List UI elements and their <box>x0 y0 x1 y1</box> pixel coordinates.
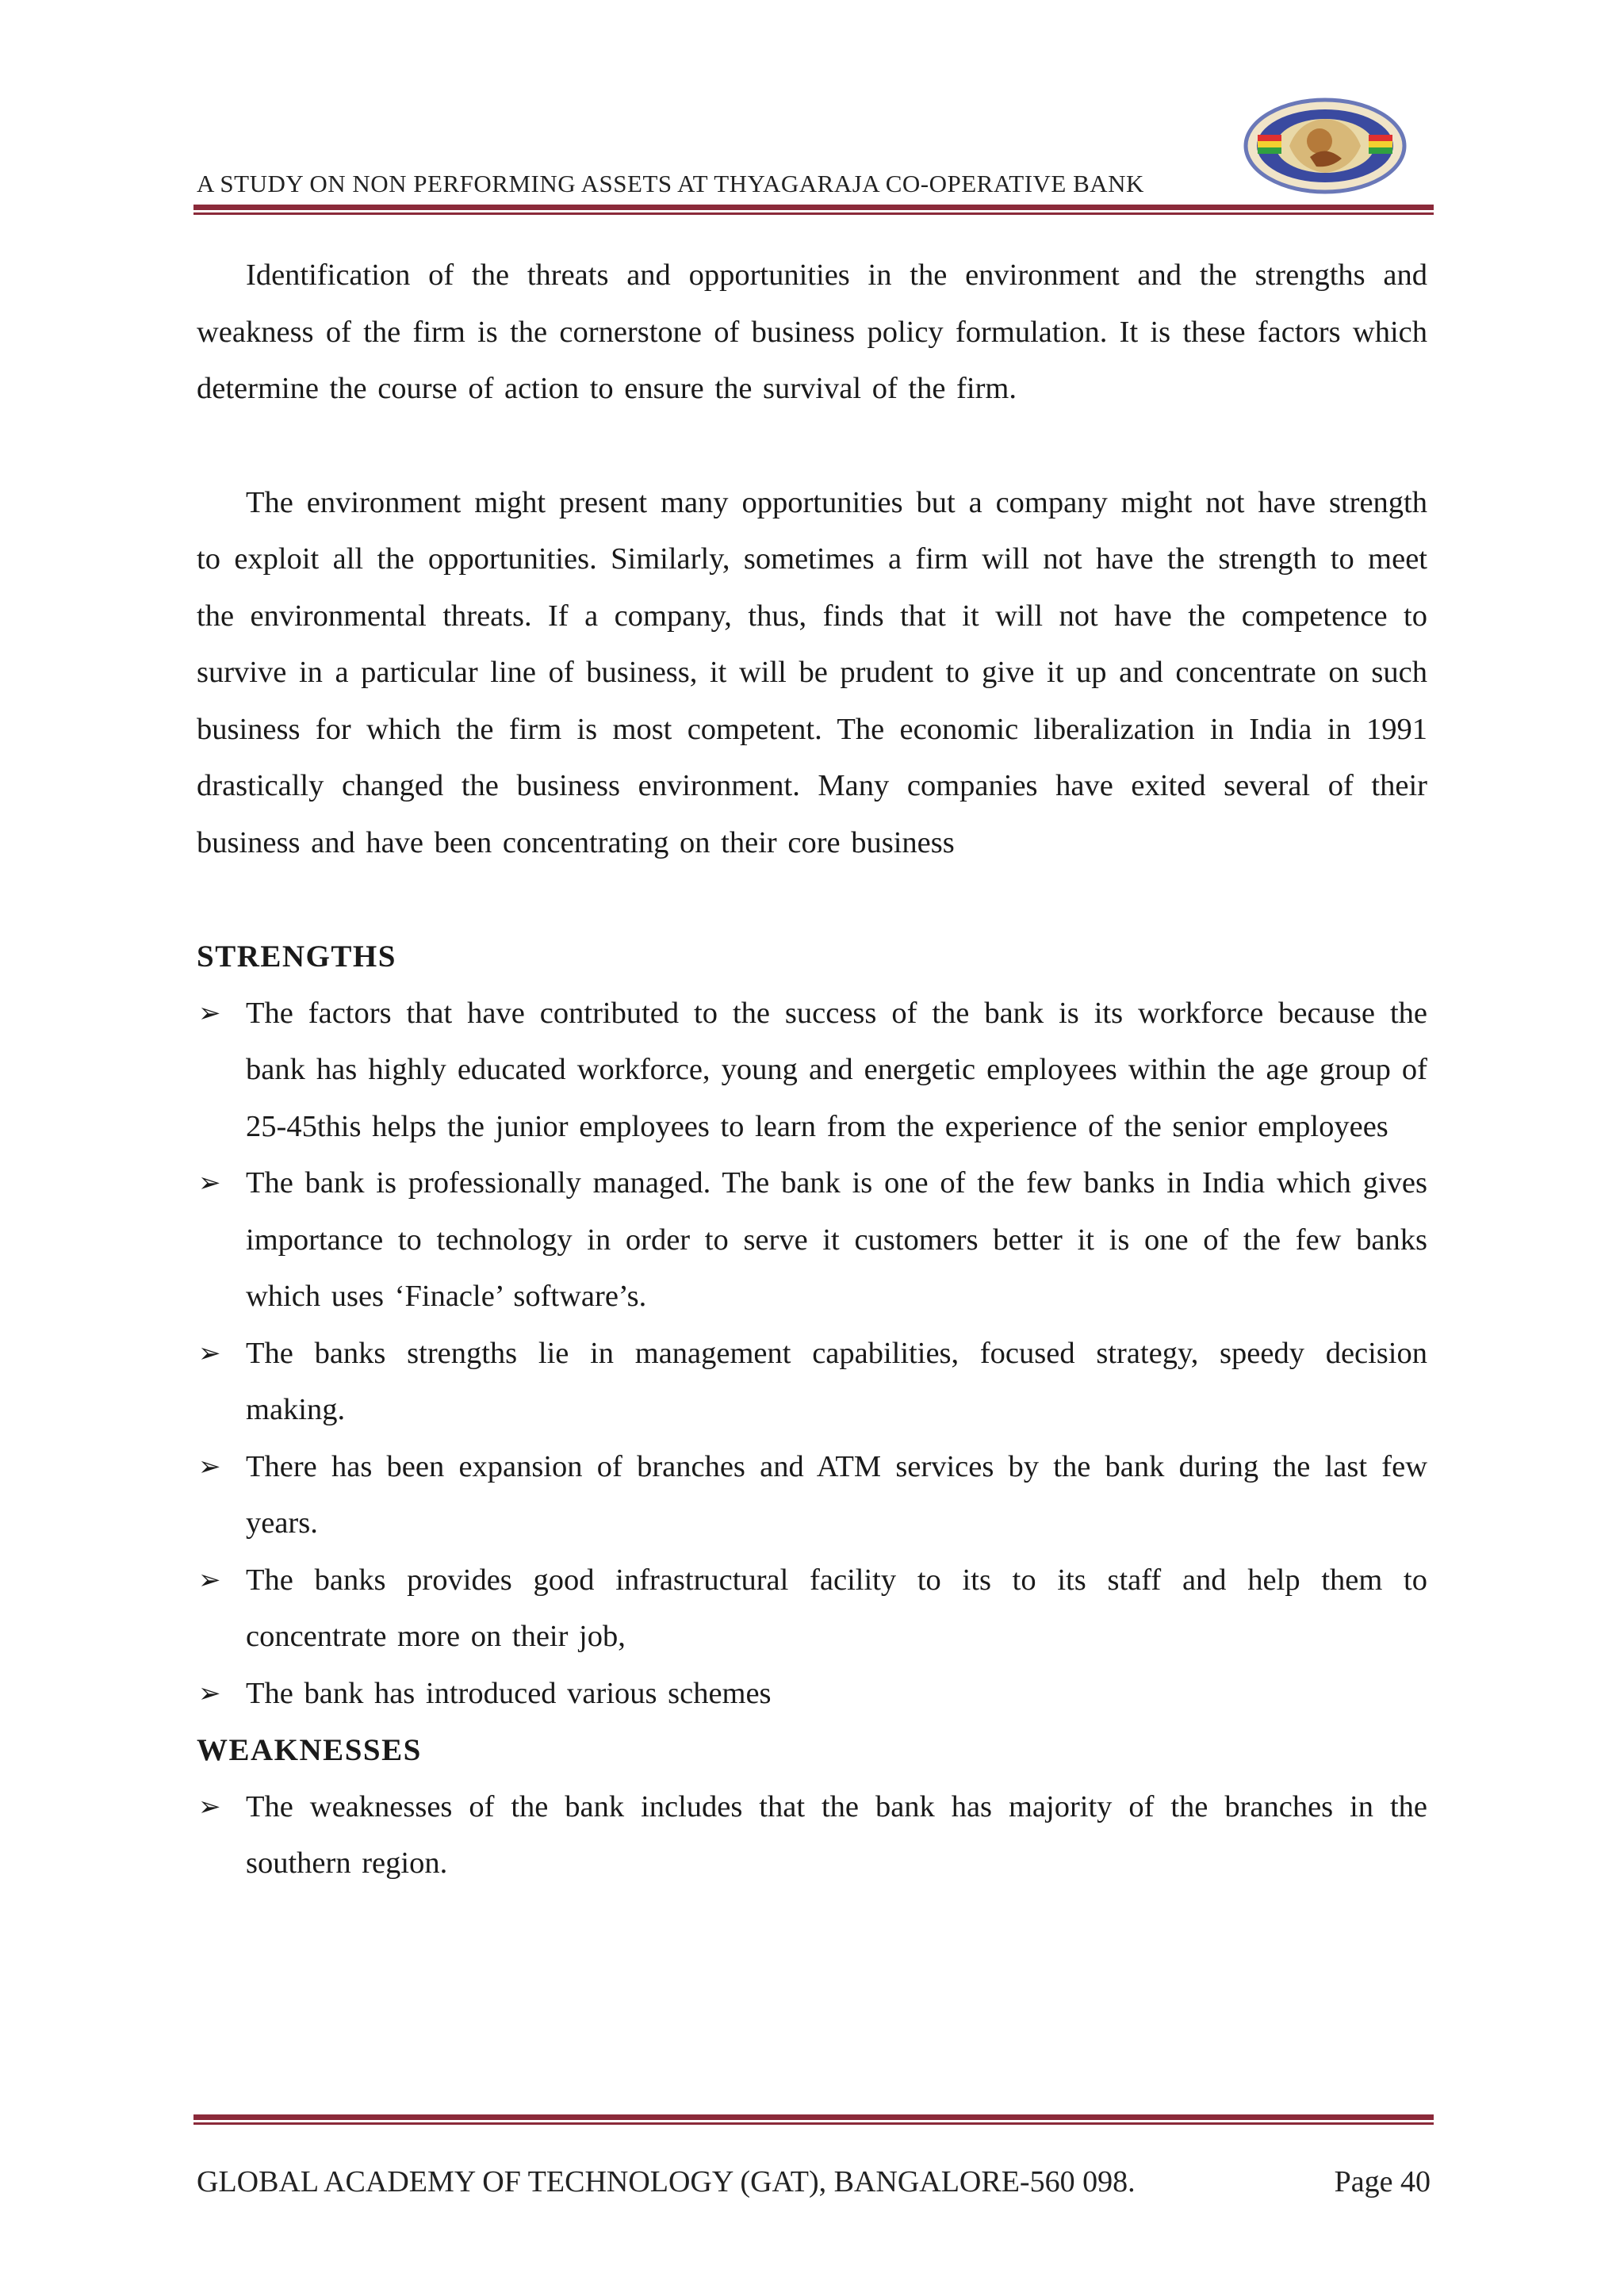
arrowhead-bullet-icon: ➢ <box>198 1790 221 1823</box>
arrowhead-bullet-icon: ➢ <box>198 1450 221 1483</box>
list-item-text: The weaknesses of the bank includes that the bank has majority of the branches in the southern region. <box>246 1789 1427 1880</box>
strengths-list <box>197 985 1427 1723</box>
page-number: Page 40 <box>1334 2165 1431 2198</box>
weaknesses-list <box>197 1779 1427 1892</box>
footer-institution: GLOBAL ACADEMY OF TECHNOLOGY (GAT), BANGALORE-560 098. <box>197 2165 1136 2198</box>
list-item-text: The factors that have contributed to the success of the bank is its workforce because the bank has highly educated workforce, young and energetic employees within the age group of 25-45this helps the junior employees to learn from the experience of the senior employees <box>246 996 1427 1143</box>
footer-rule <box>193 2114 1434 2120</box>
list-item <box>197 1155 1427 1326</box>
paragraph-2: The environment might present many opportunities but a company might not have strength to exploit all the opportunities. Similarly, sometimes a firm will not have the strength to meet the environmental threats. If a company, thus, finds that it will not have the competence to survive in a particular line of business, it will be prudent to give it up and concentrate on such business for which the firm is most competent. The economic liberalization in India in 1991 drastically changed the business environment. Many companies have exited several of their business and have been concentrating on their core business <box>197 485 1427 859</box>
list-item <box>197 1666 1427 1723</box>
strengths-heading: STRENGTHS <box>197 939 396 974</box>
list-item-text: The bank has introduced various schemes <box>246 1676 772 1710</box>
arrowhead-bullet-icon: ➢ <box>198 1337 221 1369</box>
footer-rule-thin <box>193 2122 1434 2125</box>
list-item <box>197 1439 1427 1552</box>
weaknesses-heading: WEAKNESSES <box>197 1733 422 1767</box>
header-rule-thin <box>193 212 1434 215</box>
list-item <box>197 985 1427 1156</box>
arrowhead-bullet-icon: ➢ <box>198 997 221 1029</box>
list-item <box>197 1552 1427 1666</box>
main-content <box>197 247 1427 1892</box>
list-item <box>197 1326 1427 1439</box>
paragraph-1: Identification of the threats and opportunities in the environment and the strengths and weakness of the firm is the cornerstone of business policy formulation. It is these factors which determine the course of action to ensure the survival of the firm. <box>197 258 1427 405</box>
list-item-text: There has been expansion of branches and ATM services by the bank during the last few years. <box>246 1449 1427 1540</box>
arrowhead-bullet-icon: ➢ <box>198 1167 221 1199</box>
arrowhead-bullet-icon: ➢ <box>198 1677 221 1709</box>
bank-seal-logo <box>1243 97 1407 195</box>
list-item-text: The banks provides good infrastructural facility to its to its staff and help them to concentrate more on their job, <box>246 1563 1427 1653</box>
list-item-text: The bank is professionally managed. The bank is one of the few banks in India which gives importance to technology in order to serve it customers better it is one of the few banks which uses ‘Finacle’ software’s. <box>246 1166 1427 1313</box>
header-title: A STUDY ON NON PERFORMING ASSETS AT THYAGARAJA CO-OPERATIVE BANK <box>197 170 1144 197</box>
list-item-text: The banks strengths lie in management capabilities, focused strategy, speedy decision making. <box>246 1336 1427 1426</box>
arrowhead-bullet-icon: ➢ <box>198 1563 221 1596</box>
header-rule <box>193 205 1434 210</box>
list-item <box>197 1779 1427 1892</box>
